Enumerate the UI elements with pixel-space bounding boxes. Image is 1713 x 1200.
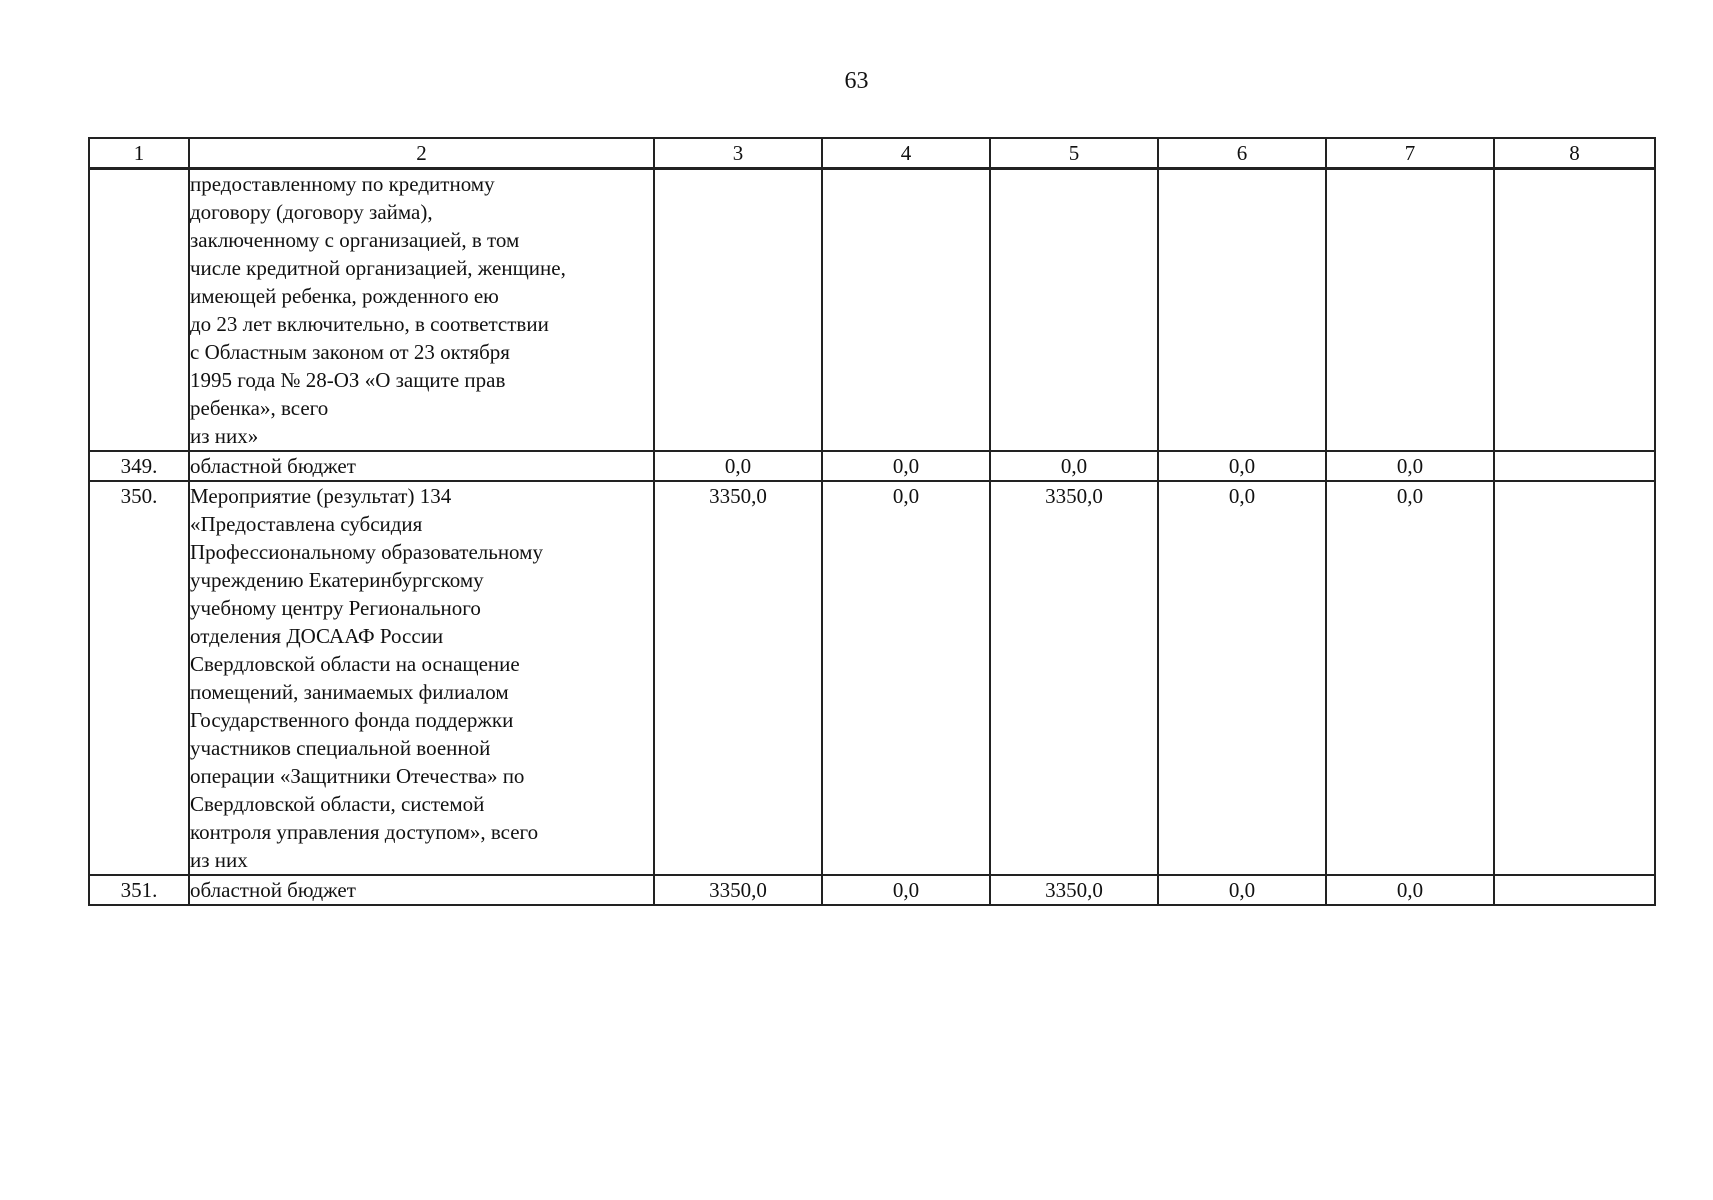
row-value-col-8: [1494, 875, 1655, 905]
row-number: 350.: [89, 481, 189, 875]
row-value-col-5: 3350,0: [990, 875, 1158, 905]
row-value-col-7: 0,0: [1326, 875, 1494, 905]
row-value-col-3: [654, 169, 822, 452]
row-name: Мероприятие (результат) 134 «Предоставлена субсидия Профессиональному образовательному учреждению Екатеринбургскому учебному центру Регионального отделения ДОСААФ России Свердловской области на оснащение помещений, занимаемых филиалом Государственного фонда поддержки участников специальной военной операции «Защитники Отечества» по Свердловской области, системой контроля управления доступом», всего из них: [189, 481, 654, 875]
table-row: [89, 169, 1655, 452]
table-row: [89, 451, 1655, 481]
row-value-col-5: [990, 169, 1158, 452]
row-value-col-5: 3350,0: [990, 481, 1158, 875]
row-name: предоставленному по кредитному договору (договору займа), заключенному с организацией, в том числе кредитной организацией, женщине, имеющей ребенка, рожденного ею до 23 лет включительно, в соответствии с Областным законом от 23 октября 1995 года № 28-ОЗ «О защите прав ребенка», всего из них»: [189, 169, 654, 452]
row-value-col-6: 0,0: [1158, 481, 1326, 875]
row-value-col-8: [1494, 169, 1655, 452]
table-row: [89, 875, 1655, 905]
row-value-col-4: 0,0: [822, 875, 990, 905]
row-number: [89, 169, 189, 452]
row-value-col-6: 0,0: [1158, 875, 1326, 905]
row-number: 351.: [89, 875, 189, 905]
row-value-col-6: [1158, 169, 1326, 452]
row-name: областной бюджет: [189, 875, 654, 905]
header-col-5: 5: [990, 138, 1158, 169]
row-number: 349.: [89, 451, 189, 481]
row-value-col-5: 0,0: [990, 451, 1158, 481]
header-col-8: 8: [1494, 138, 1655, 169]
page-number: 63: [844, 68, 869, 94]
row-value-col-3: 0,0: [654, 451, 822, 481]
row-value-col-7: 0,0: [1326, 481, 1494, 875]
row-value-col-4: [822, 169, 990, 452]
header-col-2: 2: [189, 138, 654, 169]
row-name: областной бюджет: [189, 451, 654, 481]
row-value-col-8: [1494, 481, 1655, 875]
row-value-col-8: [1494, 451, 1655, 481]
header-col-3: 3: [654, 138, 822, 169]
row-value-col-6: 0,0: [1158, 451, 1326, 481]
budget-table: [88, 137, 1656, 906]
header-col-4: 4: [822, 138, 990, 169]
row-value-col-4: 0,0: [822, 451, 990, 481]
row-value-col-3: 3350,0: [654, 875, 822, 905]
row-value-col-7: 0,0: [1326, 451, 1494, 481]
header-row: [89, 138, 1655, 169]
header-col-1: 1: [89, 138, 189, 169]
table-row: [89, 481, 1655, 875]
header-col-6: 6: [1158, 138, 1326, 169]
row-value-col-7: [1326, 169, 1494, 452]
row-value-col-4: 0,0: [822, 481, 990, 875]
header-col-7: 7: [1326, 138, 1494, 169]
row-value-col-3: 3350,0: [654, 481, 822, 875]
